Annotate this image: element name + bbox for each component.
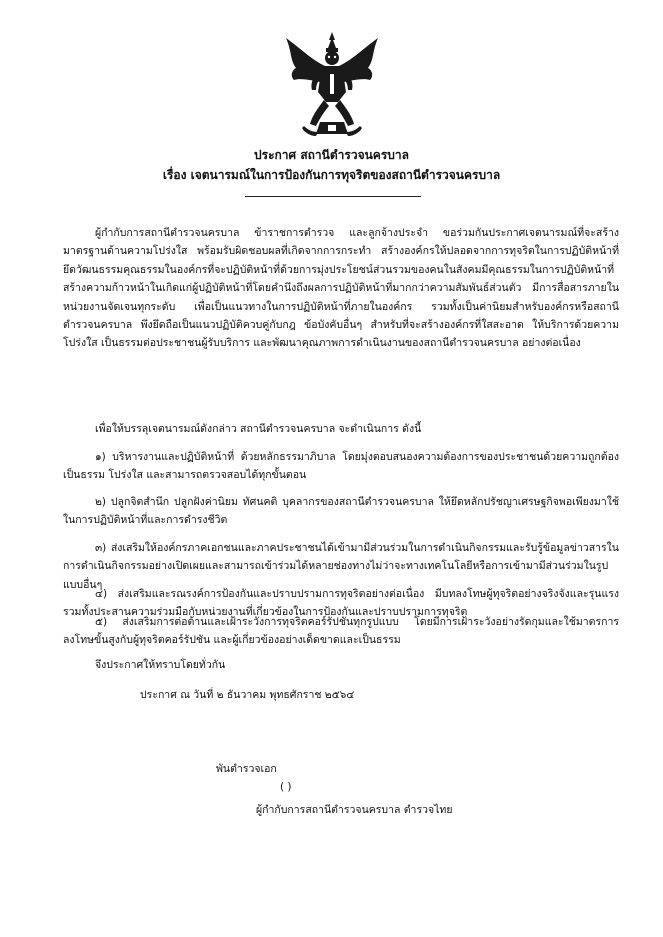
title-divider — [245, 196, 421, 197]
announcement-subject: เรื่อง เจตนารมณ์ในการป้องกันการทุจริตของสถานีตำรวจนครบาล — [162, 168, 501, 182]
list-item: ๓) ส่งเสริมให้องค์กรภาคเอกชนและภาคประชาชนได้เข้ามามีส่วนร่วมในการดำเนินกิจกรรมและรับรู้ข้อมูลข่าวสารในการดำเนินกิจกรรมอย่างเปิดเผยและสามารถเข้าร่วมได้หลายช่องทางไม่ว่าจะทางเทคโนโลยีหรือการเข้ามามีส่วนร่วมในรูปแบบอื่นๆ — [63, 542, 619, 591]
list-item: ๔) ส่งเสริมและรณรงค์การป้องกันและปราบปรามการทุจริตอย่างต่อเนื่อง มีบทลงโทษผู้ทุจริตอย่างจริงจังและรุนแรง รวมทั้งประสานความร่วมมือกับหน่วยงานที่เกี่ยวข้องในการป้องกันและปราบปรามการทุจริต — [63, 588, 619, 619]
signer-name: ( ) — [280, 781, 292, 793]
intro-paragraph: ผู้กำกับการสถานีตำรวจนครบาล ข้าราชการตำรวจ และลูกจ้างประจำ ขอร่วมกันประกาศเจตนารมณ์ที่จะสร้างมาตรฐานด้านความโปร่งใส พร้อมรับผิดชอบผลที่เกิดจากการกระทำ สร้างองค์กรให้ปลอดจากการทุจริตในการปฏิบัติหน้าที่ ยึดวัฒนธรรมคุณธรรมในองค์กรที่จะปฏิบัติหน้าที่ด้วยการมุ่งประโยชน์ส่วนรวมของคนในสังคมมีคุณธรรมในการปฏิบัติหน้าที่ สร้างความก้าวหน้าในเกิดแก่ผู้ปฏิบัติหน้าที่โดยคำนึงถึงผลการปฏิบัติหน้าที่มากกว่าความสัมพันธ์ส่วนตัว มีการสื่อสารภายในหน่วยงานจัดเจนทุกระดับ เพื่อเป็นแนวทางในการปฏิบัติหน้าที่ภายในองค์กร รวมทั้งเป็นค่านิยมสำหรับองค์กรหรือสถานีตำรวจนครบาล พึงยึดถือเป็นแนวปฏิบัติควบคู่กับกฎ ข้อบังคับอื่นๆ สำหรับที่จะสร้างองค์กรที่ใสสะอาด ให้บริการด้วยความโปร่งใส เป็นธรรมต่อประชาชนผู้รับบริการ และพัฒนาคุณภาพการดำเนินงานของสถานีตำรวจนครบาล อย่างต่อเนื่อง — [63, 227, 619, 350]
list-item: ๑) บริหารงานและปฏิบัติหน้าที่ ด้วยหลักธรรมาภิบาล โดยมุ่งตอบสนองความต้องการของประชาชนด้วยความถูกต้อง เป็นธรรม โปร่งใส และสามารถตรวจสอบได้ทุกขั้นตอน — [63, 451, 619, 482]
list-item: ๕) ส่งเสริมการต่อต้านและเฝ้าระวังการทุจริตคอร์รัปชันทุกรูปแบบ โดยมีการเฝ้าระวังอย่างรัดกุมและใช้มาตรการลงโทษขั้นสูงกับผู้ทุจริตคอร์รัปชัน และผู้เกี่ยวข้องอย่างเด็ดขาดและเป็นธรรม — [63, 616, 619, 647]
signer-rank: พันตำรวจเอก — [216, 763, 277, 775]
list-item: ๒) ปลูกจิตสำนึก ปลูกฝังค่านิยม ทัศนคติ บุคลากรของสถานีตำรวจนครบาล ให้ยึดหลักปรัชญาเศรษฐกิจพอเพียงมาใช้ในการปฏิบัติหน้าที่และการดำรงชีวิต — [63, 496, 619, 527]
purpose-paragraph: เพื่อให้บรรลุเจตนารมณ์ดังกล่าว สถานีตำรวจนครบาล จะดำเนินการ ดังนี้ — [95, 423, 422, 435]
announcement-date: ประกาศ ณ วันที่ ๒ ธันวาคม พุทธศักราช ๒๕๖๔ — [140, 689, 355, 701]
announcement-title: ประกาศ สถานีตำรวจนครบาล — [254, 148, 409, 162]
signer-position: ผู้กำกับการสถานีตำรวจนครบาล ตำรวจไทย — [256, 804, 453, 816]
garuda-emblem-icon — [282, 30, 382, 138]
notice-line: จึงประกาศให้ทราบโดยทั่วกัน — [95, 659, 226, 671]
